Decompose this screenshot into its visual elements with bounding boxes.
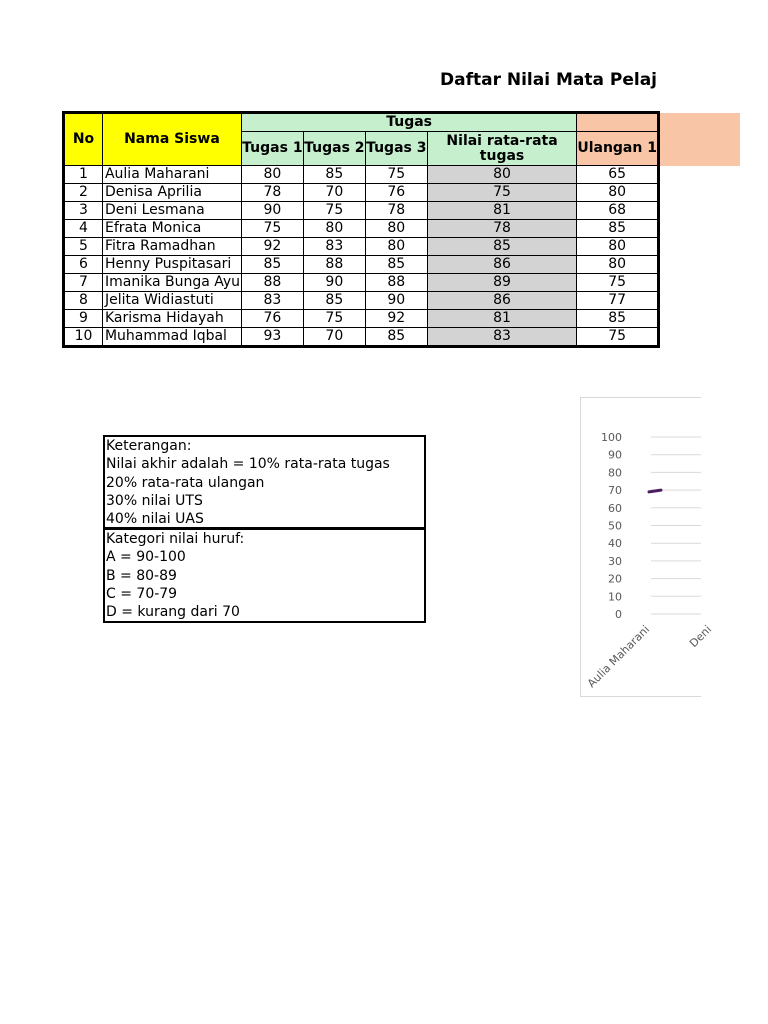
- y-tick-label: 10: [608, 590, 622, 604]
- cell-no[interactable]: 5: [64, 238, 103, 256]
- cell-tugas-3[interactable]: 88: [365, 274, 427, 292]
- header-overflow-block: [660, 113, 740, 166]
- cell-tugas-2[interactable]: 83: [303, 238, 365, 256]
- cell-nama-siswa[interactable]: Aulia Maharani: [102, 166, 241, 184]
- keterangan-box: [103, 435, 426, 529]
- cell-nilai-rata-rata[interactable]: 81: [427, 310, 577, 328]
- cell-nilai-rata-rata[interactable]: 89: [427, 274, 577, 292]
- cell-ulangan-1[interactable]: 80: [577, 184, 659, 202]
- cell-tugas-2[interactable]: 90: [303, 274, 365, 292]
- cell-ulangan-1[interactable]: 65: [577, 166, 659, 184]
- x-tick-label: Aulia Maharani: [584, 622, 653, 691]
- y-tick-label: 30: [608, 554, 622, 568]
- series-line[interactable]: [649, 490, 661, 492]
- table-row: [64, 220, 659, 238]
- cell-no[interactable]: 6: [64, 256, 103, 274]
- header-ulangan-1[interactable]: Ulangan 1: [577, 132, 659, 166]
- cell-tugas-3[interactable]: 80: [365, 238, 427, 256]
- cell-ulangan-1[interactable]: 85: [577, 310, 659, 328]
- cell-nama-siswa[interactable]: Fitra Ramadhan: [102, 238, 241, 256]
- line-chart[interactable]: [580, 397, 715, 697]
- chart-canvas: [581, 398, 715, 696]
- cell-tugas-3[interactable]: 80: [365, 220, 427, 238]
- table-row: [64, 292, 659, 310]
- grades-table: [62, 111, 660, 348]
- cell-no[interactable]: 7: [64, 274, 103, 292]
- kategori-line: D = kurang dari 70: [106, 604, 240, 621]
- cell-tugas-3[interactable]: 75: [365, 166, 427, 184]
- cell-nilai-rata-rata[interactable]: 78: [427, 220, 577, 238]
- cell-nilai-rata-rata[interactable]: 80: [427, 166, 577, 184]
- cell-tugas-1[interactable]: 76: [241, 310, 303, 328]
- cell-tugas-3[interactable]: 85: [365, 328, 427, 347]
- cell-tugas-1[interactable]: 83: [241, 292, 303, 310]
- keterangan-line: Keterangan:: [106, 438, 192, 454]
- cell-ulangan-1[interactable]: 75: [577, 328, 659, 347]
- y-tick-label: 50: [608, 519, 622, 533]
- x-tick-label: Deni: [687, 622, 715, 650]
- cell-no[interactable]: 3: [64, 202, 103, 220]
- header-tugas-group[interactable]: Tugas: [241, 113, 576, 132]
- keterangan-line: 40% nilai UAS: [106, 511, 204, 528]
- y-tick-label: 40: [608, 537, 622, 551]
- header-nama-siswa[interactable]: Nama Siswa: [102, 113, 241, 166]
- cell-tugas-3[interactable]: 92: [365, 310, 427, 328]
- cell-tugas-1[interactable]: 85: [241, 256, 303, 274]
- cell-tugas-3[interactable]: 76: [365, 184, 427, 202]
- table-row: [64, 328, 659, 347]
- table-row: [64, 310, 659, 328]
- header-tugas-1[interactable]: Tugas 1: [241, 132, 303, 166]
- table-row: [64, 166, 659, 184]
- cell-ulangan-1[interactable]: 80: [577, 238, 659, 256]
- cell-ulangan-1[interactable]: 75: [577, 274, 659, 292]
- header-avg-line1: Nilai rata-rata: [446, 132, 558, 149]
- table-row: [64, 274, 659, 292]
- header-avg-line2: tugas: [479, 147, 525, 164]
- cell-ulangan-1[interactable]: 80: [577, 256, 659, 274]
- header-ulangan-group[interactable]: [577, 113, 659, 132]
- cell-nama-siswa[interactable]: Jelita Widiastuti: [102, 292, 241, 310]
- cell-tugas-2[interactable]: 88: [303, 256, 365, 274]
- keterangan-line: 20% rata-rata ulangan: [106, 474, 265, 491]
- cell-tugas-3[interactable]: 90: [365, 292, 427, 310]
- table-row: [64, 184, 659, 202]
- y-tick-label: 0: [615, 608, 622, 621]
- cell-ulangan-1[interactable]: 77: [577, 292, 659, 310]
- cell-no[interactable]: 1: [64, 166, 103, 184]
- cell-tugas-1[interactable]: 80: [241, 166, 303, 184]
- cell-tugas-2[interactable]: 85: [303, 292, 365, 310]
- cell-nilai-rata-rata[interactable]: 75: [427, 184, 577, 202]
- cell-nilai-rata-rata[interactable]: 85: [427, 238, 577, 256]
- cell-ulangan-1[interactable]: 68: [577, 202, 659, 220]
- cell-no[interactable]: 9: [64, 310, 103, 328]
- header-tugas-2[interactable]: Tugas 2: [303, 132, 365, 166]
- page-title: Daftar Nilai Mata Pelaj: [440, 70, 657, 90]
- cell-tugas-2[interactable]: 75: [303, 202, 365, 220]
- cell-no[interactable]: 2: [64, 184, 103, 202]
- kategori-box: [103, 528, 426, 623]
- header-no[interactable]: No: [64, 113, 103, 166]
- cell-tugas-1[interactable]: 90: [241, 202, 303, 220]
- table-row: [64, 238, 659, 256]
- cell-tugas-2[interactable]: 80: [303, 220, 365, 238]
- cell-nilai-rata-rata[interactable]: 81: [427, 202, 577, 220]
- cell-no[interactable]: 10: [64, 328, 103, 347]
- cell-nilai-rata-rata[interactable]: 83: [427, 328, 577, 347]
- cell-nama-siswa[interactable]: Imanika Bunga Ayu: [102, 274, 241, 292]
- cell-tugas-1[interactable]: 92: [241, 238, 303, 256]
- cell-tugas-1[interactable]: 75: [241, 220, 303, 238]
- cell-nilai-rata-rata[interactable]: 86: [427, 292, 577, 310]
- cell-nilai-rata-rata[interactable]: 86: [427, 256, 577, 274]
- cell-tugas-1[interactable]: 88: [241, 274, 303, 292]
- y-tick-label: 60: [608, 501, 622, 515]
- cell-tugas-2[interactable]: 75: [303, 310, 365, 328]
- cell-tugas-3[interactable]: 85: [365, 256, 427, 274]
- cell-nama-siswa[interactable]: Muhammad Iqbal: [102, 328, 241, 347]
- header-tugas-3[interactable]: Tugas 3: [365, 132, 427, 166]
- kategori-line: A = 90-100: [106, 549, 186, 566]
- cell-nama-siswa[interactable]: Karisma Hidayah: [102, 310, 241, 328]
- cell-tugas-3[interactable]: 78: [365, 202, 427, 220]
- y-tick-label: 80: [608, 466, 622, 480]
- cell-tugas-2[interactable]: 70: [303, 328, 365, 347]
- y-tick-label: 70: [608, 484, 622, 498]
- keterangan-line: 30% nilai UTS: [106, 492, 203, 509]
- cell-tugas-1[interactable]: 78: [241, 184, 303, 202]
- y-tick-label: 20: [608, 572, 622, 586]
- y-tick-label: 100: [601, 431, 622, 444]
- y-tick-label: 90: [608, 448, 622, 462]
- cell-no[interactable]: 8: [64, 292, 103, 310]
- kategori-line: C = 70-79: [106, 585, 178, 602]
- kategori-line: Kategori nilai huruf:: [106, 531, 245, 547]
- cell-nama-siswa[interactable]: Deni Lesmana: [102, 202, 241, 220]
- header-nilai-rata-rata-tugas[interactable]: [427, 132, 577, 166]
- cell-ulangan-1[interactable]: 85: [577, 220, 659, 238]
- cell-nama-siswa[interactable]: Efrata Monica: [102, 220, 241, 238]
- kategori-line: B = 80-89: [106, 567, 177, 584]
- keterangan-line: Nilai akhir adalah = 10% rata-rata tugas: [106, 456, 390, 473]
- cell-nama-siswa[interactable]: Henny Puspitasari: [102, 256, 241, 274]
- cell-tugas-2[interactable]: 70: [303, 184, 365, 202]
- cell-nama-siswa[interactable]: Denisa Aprilia: [102, 184, 241, 202]
- table-row: [64, 202, 659, 220]
- table-row: [64, 256, 659, 274]
- cell-tugas-1[interactable]: 93: [241, 328, 303, 347]
- cell-tugas-2[interactable]: 85: [303, 166, 365, 184]
- cell-no[interactable]: 4: [64, 220, 103, 238]
